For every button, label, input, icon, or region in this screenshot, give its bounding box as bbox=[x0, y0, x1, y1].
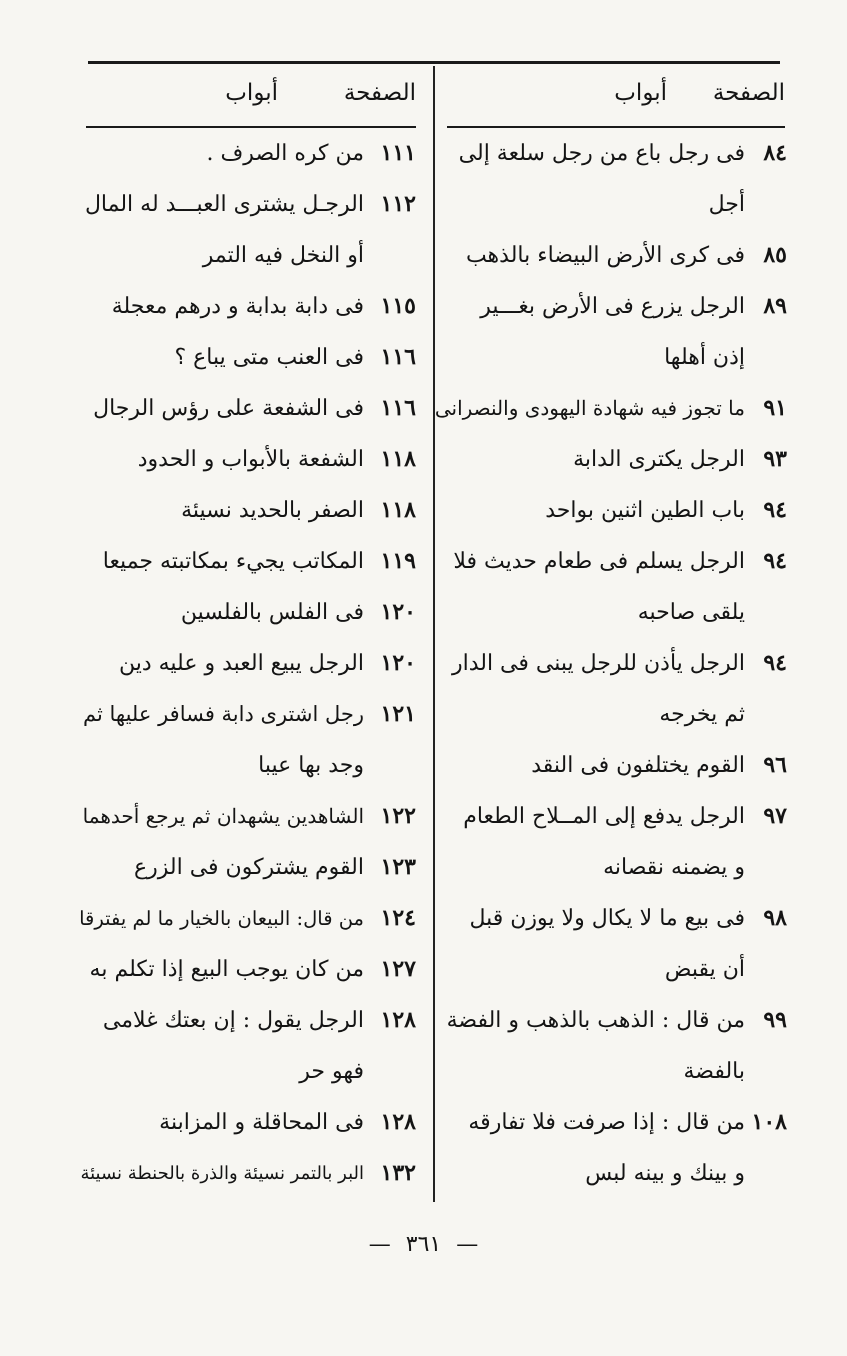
entry-title bbox=[78, 281, 364, 332]
page-footer bbox=[0, 1232, 847, 1257]
entry-title bbox=[78, 332, 364, 383]
entry-title-line: من كان يوجب البيع إذا تكلم به bbox=[89, 957, 364, 982]
entry-page-number: ١١٥ bbox=[380, 293, 416, 319]
entry-title bbox=[78, 893, 364, 944]
toc-entry bbox=[78, 842, 416, 893]
entry-title bbox=[78, 485, 364, 536]
entry-title bbox=[435, 1097, 745, 1199]
toc-entry bbox=[78, 1148, 416, 1199]
entry-title-line: من قال : الذهب بالذهب و الفضة bbox=[446, 1008, 745, 1033]
entry-page-number: ٨٤ bbox=[763, 140, 787, 166]
toc-entry bbox=[435, 485, 787, 536]
toc-entry bbox=[78, 893, 416, 944]
toc-entry bbox=[435, 434, 787, 485]
entry-page-number: ١١٨ bbox=[380, 446, 416, 472]
entry-title-line: القوم يشتركون فى الزرع bbox=[134, 855, 364, 880]
entry-title bbox=[435, 128, 745, 230]
toc-entry bbox=[78, 689, 416, 791]
toc-entry bbox=[435, 1097, 787, 1199]
entry-title-line: فى الشفعة على رؤس الرجال bbox=[93, 396, 364, 421]
right-column bbox=[435, 66, 787, 1199]
entry-title bbox=[78, 689, 364, 791]
sections-column-label: أبواب bbox=[225, 80, 278, 106]
entry-title-line: الشفعة بالأبواب و الحدود bbox=[137, 447, 364, 472]
top-rule bbox=[88, 61, 780, 64]
entry-page-number: ١١١ bbox=[380, 140, 416, 166]
entry-title-line: الرجل يأذن للرجل يبنى فى الدار bbox=[451, 651, 745, 676]
entry-title bbox=[78, 179, 364, 281]
left-column-header bbox=[86, 66, 416, 128]
entry-title bbox=[435, 281, 745, 383]
toc-entry bbox=[78, 281, 416, 332]
entry-title-line: فى العنب متى يباع ؟ bbox=[174, 345, 364, 370]
entry-page-number: ٩٤ bbox=[763, 497, 787, 523]
toc-entry bbox=[78, 791, 416, 842]
entry-title-continuation: فهو حر bbox=[299, 1059, 364, 1084]
toc-entry bbox=[435, 230, 787, 281]
entry-title bbox=[78, 536, 364, 587]
entry-title bbox=[435, 230, 745, 281]
toc-entry bbox=[78, 332, 416, 383]
entry-title-continuation: أن يقبض bbox=[664, 957, 745, 982]
toc-entry bbox=[78, 179, 416, 281]
entry-title-line: فى كرى الأرض البيضاء بالذهب bbox=[465, 243, 745, 268]
entry-title-continuation: ثم يخرجه bbox=[659, 702, 745, 727]
toc-entry bbox=[78, 995, 416, 1097]
entry-title-continuation: بالفضة bbox=[683, 1059, 745, 1084]
entry-title bbox=[435, 383, 745, 434]
right-entry-list bbox=[435, 128, 787, 1199]
entry-title-line: المكاتب يجيء بمكاتبته جميعا bbox=[102, 549, 364, 574]
toc-entry bbox=[435, 536, 787, 638]
toc-entry bbox=[78, 536, 416, 587]
entry-page-number: ١١٨ bbox=[380, 497, 416, 523]
toc-entry bbox=[435, 638, 787, 740]
entry-title-line: الشاهدين يشهدان ثم يرجع أحدهما bbox=[82, 804, 364, 828]
entry-page-number: ٩٧ bbox=[763, 803, 787, 829]
toc-entry bbox=[78, 1097, 416, 1148]
toc-entry bbox=[435, 893, 787, 995]
toc-entry bbox=[435, 383, 787, 434]
entry-title bbox=[435, 740, 745, 791]
footer-dash: — bbox=[368, 1232, 391, 1257]
entry-title-continuation: أجل bbox=[708, 192, 745, 217]
entry-title-line: الرجل يدفع إلى المــلاح الطعام bbox=[463, 804, 745, 829]
entry-title-continuation: إذن أهلها bbox=[664, 345, 745, 370]
toc-entry bbox=[78, 383, 416, 434]
toc-entry bbox=[78, 587, 416, 638]
entry-title-line: من كره الصرف . bbox=[206, 141, 364, 166]
entry-title-continuation: أو النخل فيه التمر bbox=[202, 243, 364, 268]
toc-entry bbox=[78, 638, 416, 689]
entry-page-number: ١٢٨ bbox=[380, 1007, 416, 1033]
toc-entry bbox=[435, 740, 787, 791]
entry-title bbox=[78, 842, 364, 893]
entry-title bbox=[78, 128, 364, 179]
toc-entry bbox=[435, 281, 787, 383]
entry-title bbox=[435, 995, 745, 1097]
entry-title bbox=[78, 434, 364, 485]
entry-page-number: ١٢٧ bbox=[380, 956, 416, 982]
entry-title-line: الرجل يكترى الدابة bbox=[573, 447, 745, 472]
entry-title-line: الرجل يسلم فى طعام حديث فلا bbox=[453, 549, 745, 574]
entry-page-number: ١٢٨ bbox=[380, 1109, 416, 1135]
entry-title-line: فى دابة بدابة و درهم معجلة bbox=[111, 294, 364, 319]
entry-page-number: ١١٦ bbox=[380, 395, 416, 421]
entry-page-number: ١١٩ bbox=[380, 548, 416, 574]
entry-title bbox=[435, 485, 745, 536]
toc-entry bbox=[435, 791, 787, 893]
entry-title-line: ما تجوز فيه شهادة اليهودى والنصرانى bbox=[434, 396, 745, 420]
entry-title bbox=[435, 638, 745, 740]
toc-entry bbox=[435, 128, 787, 230]
entry-page-number: ٨٥ bbox=[763, 242, 787, 268]
entry-page-number: ٩٦ bbox=[763, 752, 787, 778]
entry-page-number: ١٣٢ bbox=[380, 1160, 416, 1186]
page-column-label: الصفحة bbox=[712, 80, 785, 106]
entry-page-number: ١٠٨ bbox=[751, 1109, 787, 1135]
entry-title bbox=[78, 383, 364, 434]
entry-title-line: القوم يختلفون فى النقد bbox=[531, 753, 745, 778]
entry-page-number: ٩٩ bbox=[763, 1007, 787, 1033]
entry-title-line: من قال: البيعان بالخيار ما لم يفترقا bbox=[79, 907, 364, 930]
entry-title-line: الرجل يزرع فى الأرض بغـــير bbox=[480, 294, 745, 319]
entry-title bbox=[435, 536, 745, 638]
entry-title bbox=[78, 1148, 364, 1199]
entry-title bbox=[78, 791, 364, 842]
entry-title-line: الصفر بالحديد نسيئة bbox=[181, 498, 364, 523]
toc-entry bbox=[78, 128, 416, 179]
entry-title-line: باب الطين اثنين بواحد bbox=[545, 498, 745, 523]
entry-page-number: ٩٤ bbox=[763, 650, 787, 676]
right-column-header bbox=[447, 66, 785, 128]
entry-title-line: فى المحاقلة و المزابنة bbox=[159, 1110, 364, 1135]
entry-page-number: ١٢٠ bbox=[380, 599, 416, 625]
entry-page-number: ١١٢ bbox=[380, 191, 416, 217]
entry-title bbox=[78, 587, 364, 638]
entry-title-line: من قال : إذا صرفت فلا تفارقه bbox=[468, 1110, 745, 1135]
entry-page-number: ١٢٤ bbox=[380, 905, 416, 931]
entry-title-line: الرجـل يشترى العبـــد له المال bbox=[84, 192, 364, 217]
entry-page-number: ٨٩ bbox=[763, 293, 787, 319]
entry-page-number: ١٢٠ bbox=[380, 650, 416, 676]
entry-title bbox=[78, 1097, 364, 1148]
entry-title-continuation: وجد بها عيبا bbox=[258, 753, 364, 778]
entry-title-line: البر بالتمر نسيئة والذرة بالحنطة نسيئة bbox=[80, 1163, 364, 1184]
entry-page-number: ١١٦ bbox=[380, 344, 416, 370]
entry-title bbox=[78, 638, 364, 689]
entry-page-number: ١٢٢ bbox=[380, 803, 416, 829]
entry-title-line: فى رجل باع من رجل سلعة إلى bbox=[458, 141, 745, 166]
entry-title bbox=[435, 893, 745, 995]
page-column-label: الصفحة bbox=[343, 80, 416, 106]
left-entry-list bbox=[78, 128, 416, 1199]
entry-title-line: رجل اشترى دابة فسافر عليها ثم bbox=[83, 702, 364, 726]
entry-title bbox=[435, 434, 745, 485]
entry-page-number: ١٢١ bbox=[380, 701, 416, 727]
entry-title-continuation: و بينك و بينه لبس bbox=[585, 1161, 745, 1186]
footer-dash: — bbox=[456, 1232, 479, 1257]
entry-page-number: ٩٤ bbox=[763, 548, 787, 574]
entry-page-number: ٩٨ bbox=[763, 905, 787, 931]
entry-title-continuation: و يضمنه نقصانه bbox=[603, 855, 745, 880]
entry-title-line: الرجل يبيع العبد و عليه دين bbox=[118, 651, 364, 676]
toc-entry bbox=[78, 434, 416, 485]
toc-entry bbox=[78, 485, 416, 536]
sections-column-label: أبواب bbox=[614, 80, 667, 106]
entry-title-line: الرجل يقول : إن بعتك غلامى bbox=[102, 1008, 364, 1033]
page-number: ٣٦١ bbox=[405, 1232, 442, 1257]
entry-page-number: ٩١ bbox=[763, 395, 787, 421]
entry-title-continuation: يلقى صاحبه bbox=[637, 600, 745, 625]
entry-title bbox=[435, 791, 745, 893]
entry-page-number: ١٢٣ bbox=[380, 854, 416, 880]
entry-title bbox=[78, 995, 364, 1097]
entry-title-line: فى بيع ما لا يكال ولا يوزن قبل bbox=[469, 906, 745, 931]
entry-page-number: ٩٣ bbox=[763, 446, 787, 472]
toc-entry bbox=[435, 995, 787, 1097]
left-column bbox=[78, 66, 416, 1199]
entry-title bbox=[78, 944, 364, 995]
toc-entry bbox=[78, 944, 416, 995]
entry-title-line: فى الفلس بالفلسين bbox=[180, 600, 364, 625]
